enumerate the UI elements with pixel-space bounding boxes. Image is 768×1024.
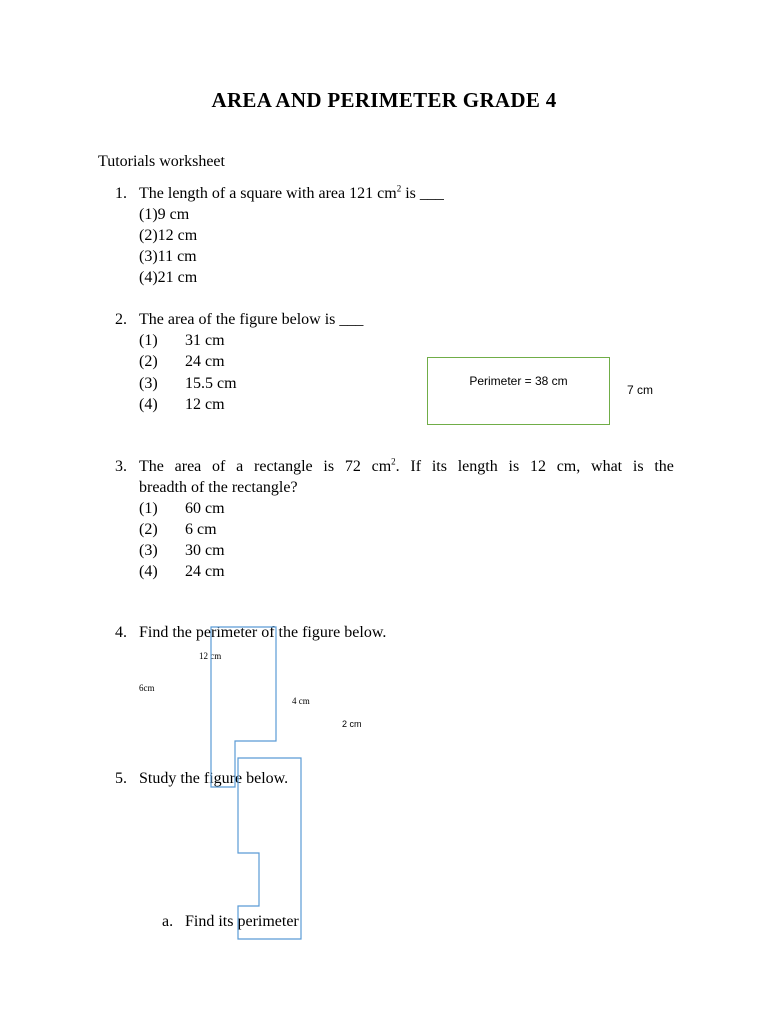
q3-word: the — [654, 458, 674, 475]
q3-option-3-value: 30 cm — [185, 542, 225, 559]
q3-word-unit: $cm^2$. — [371, 456, 400, 475]
q2-option-4-value: 12 cm — [185, 396, 225, 413]
q3-text-line1 — [139, 456, 674, 477]
q1-option-1: (1)9 cm — [139, 206, 190, 223]
q5-text: Study the figure below. — [139, 770, 289, 787]
q2-rectangle-figure — [427, 357, 610, 425]
q5-sub-a-text: Find its perimeter — [185, 913, 299, 930]
q2-option-4-num: (4) — [139, 396, 158, 413]
q3-word: its — [431, 458, 447, 475]
q2-side-label: 7 cm — [627, 383, 654, 397]
q3-word: If — [410, 458, 422, 475]
q3-word: 72 — [344, 458, 361, 475]
q3-word: a — [236, 458, 244, 475]
q3-word: 12 — [529, 458, 546, 475]
q1-option-2: (2)12 cm — [139, 227, 198, 244]
q2-option-1 — [139, 330, 225, 351]
q2-option-3 — [139, 373, 237, 394]
q3-option-4-num: (4) — [139, 563, 158, 580]
q4-number: 4. — [115, 624, 127, 641]
q2-option-2 — [139, 351, 225, 372]
q3-option-3 — [139, 540, 225, 561]
q1-text-after: is ___ — [401, 185, 444, 202]
q2-perimeter-label: Perimeter = 38 cm — [469, 374, 568, 388]
q3-number: 3. — [115, 458, 127, 475]
q3-text-line2: breadth of the rectangle? — [139, 479, 298, 496]
q3-option-2-value: 6 cm — [185, 521, 217, 538]
q2-option-1-value: 31 cm — [185, 332, 225, 349]
q4-text: Find the perimeter of the figure below. — [139, 624, 387, 641]
q2-option-3-value: 15.5 cm — [185, 375, 237, 392]
q3-option-4 — [139, 561, 225, 582]
q4-label-mid: 4 cm — [292, 696, 310, 706]
q3-word: length — [457, 458, 498, 475]
q3-word: is — [508, 458, 520, 475]
q3-word: is — [632, 458, 644, 475]
q3-option-1-num: (1) — [139, 500, 158, 517]
q3-option-4-value: 24 cm — [185, 563, 225, 580]
q3-word: is — [323, 458, 335, 475]
q3-option-2 — [139, 519, 217, 540]
q3-word: The — [139, 458, 164, 475]
q2-option-4 — [139, 394, 225, 415]
q2-option-2-value: 24 cm — [185, 353, 225, 370]
q1-number: 1. — [115, 185, 127, 202]
q1-text — [139, 183, 444, 204]
q1-option-4: (4)21 cm — [139, 269, 198, 286]
q2-option-1-num: (1) — [139, 332, 158, 349]
q2-option-3-num: (3) — [139, 375, 158, 392]
q3-word: area — [174, 458, 202, 475]
q2-option-2-num: (2) — [139, 353, 158, 370]
q4-label-top: 12 cm — [199, 651, 222, 661]
page-title: AREA AND PERIMETER GRADE 4 — [211, 88, 557, 112]
q3-word: what — [591, 458, 623, 475]
q2-number: 2. — [115, 311, 127, 328]
q3-option-2-num: (2) — [139, 521, 158, 538]
q2-text: The area of the figure below is ___ — [139, 311, 364, 328]
q1-option-3: (3)11 cm — [139, 248, 197, 265]
q4-label-left: 6cm — [139, 683, 155, 693]
q5-number: 5. — [115, 770, 127, 787]
q3-option-1 — [139, 498, 225, 519]
q3-option-3-num: (3) — [139, 542, 158, 559]
q1-superscript: 2 — [396, 183, 402, 194]
q1-text-before: The length of a square with area 121 cm — [139, 185, 397, 202]
q3-option-1-value: 60 cm — [185, 500, 225, 517]
q5-sub-a-letter: a. — [162, 913, 174, 930]
q3-word: cm, — [556, 458, 581, 475]
q3-word: rectangle — [254, 458, 313, 475]
q4-label-right: 2 cm — [342, 719, 362, 729]
worksheet-subtitle: Tutorials worksheet — [98, 153, 225, 170]
q3-word: of — [212, 458, 226, 475]
